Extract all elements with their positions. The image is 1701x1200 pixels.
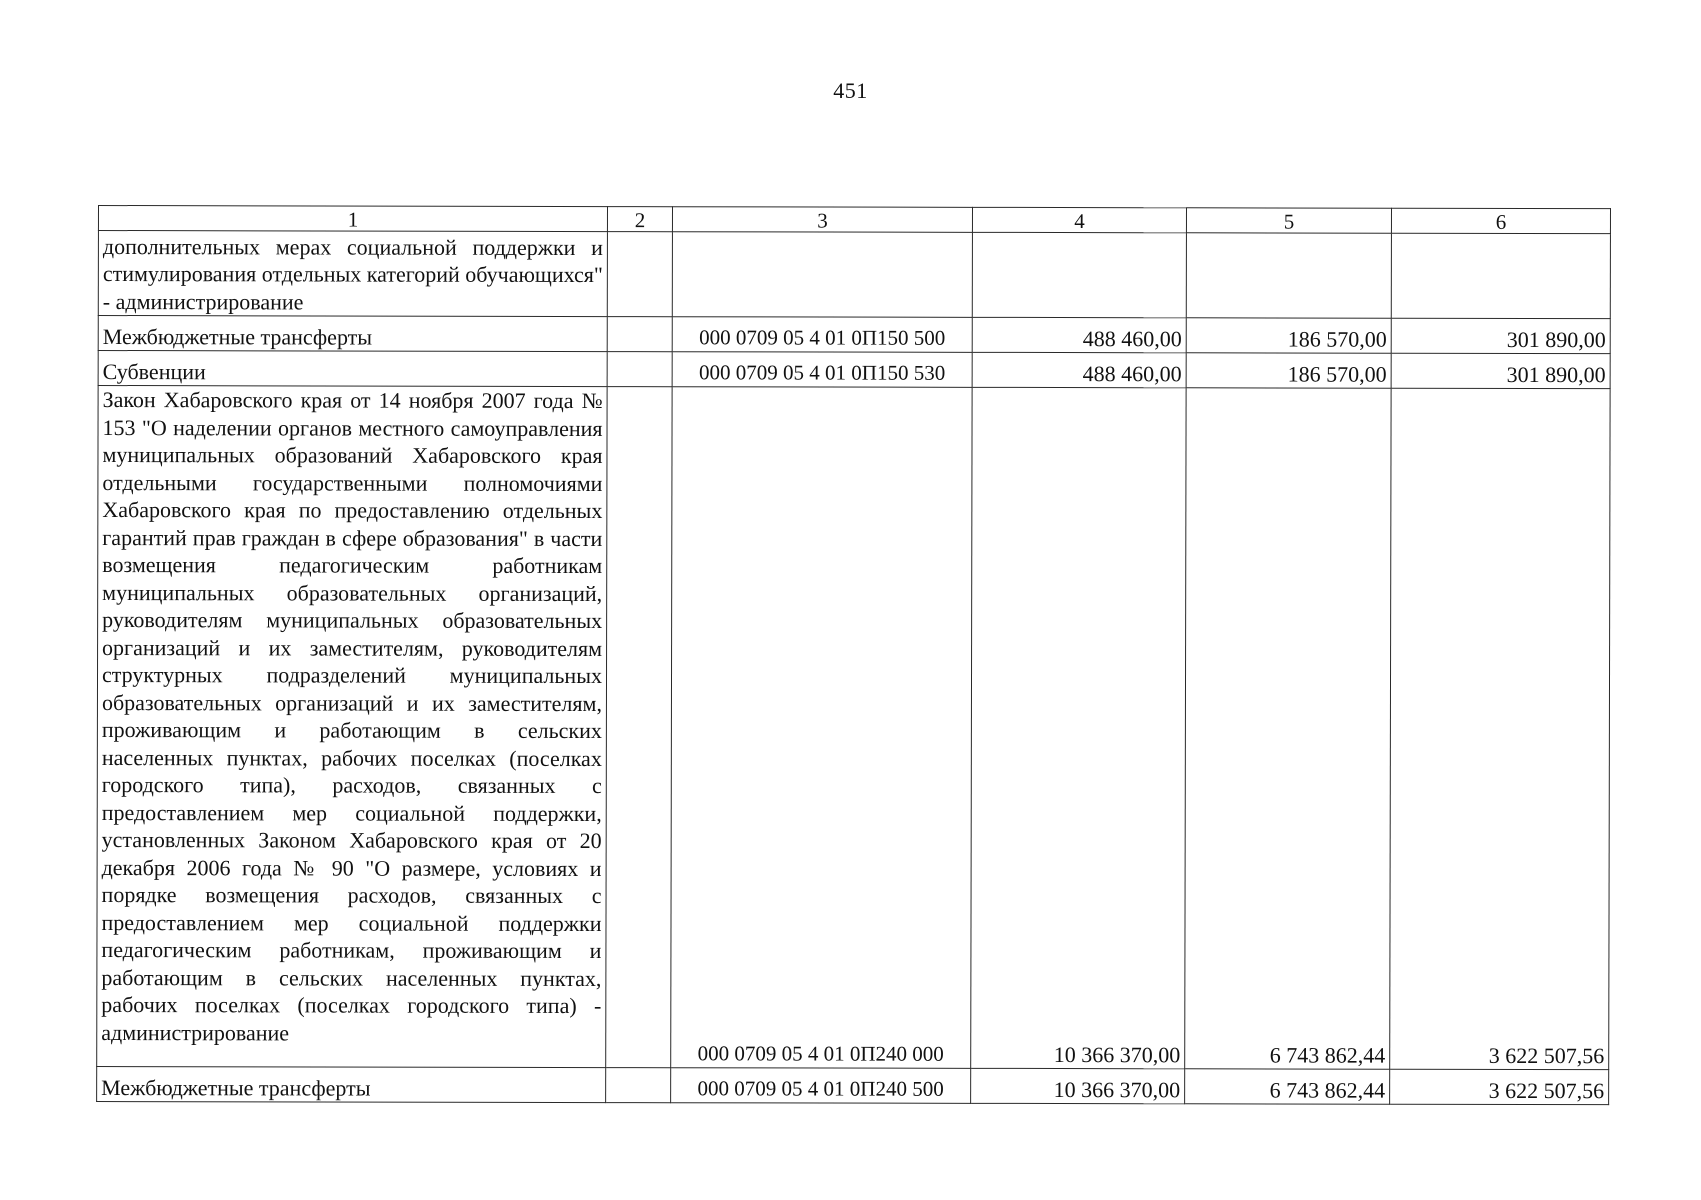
- column-header-2: 2: [607, 207, 672, 232]
- row-description: Межбюджетные трансферты: [98, 316, 607, 352]
- table-row: [98, 316, 1610, 354]
- row-code: [672, 232, 972, 318]
- row-amount-total: [972, 232, 1186, 317]
- row-col2: [606, 1068, 671, 1103]
- row-amount-total: 488 460,00: [972, 352, 1186, 387]
- column-header-6: 6: [1391, 208, 1610, 233]
- row-amount-6: 3 622 507,56: [1390, 388, 1610, 1069]
- row-code: 000 0709 05 4 01 0П240 000: [671, 387, 972, 1069]
- row-amount-total: 10 366 370,00: [971, 1068, 1185, 1103]
- row-amount-6: 301 890,00: [1391, 318, 1610, 353]
- column-header-3: 3: [672, 207, 972, 233]
- table-row: [97, 386, 1610, 1070]
- row-amount-6: [1391, 233, 1610, 318]
- row-amount-total: 488 460,00: [972, 317, 1186, 352]
- column-header-1: 1: [98, 206, 607, 232]
- row-col2: [607, 232, 672, 317]
- row-amount-6: 301 890,00: [1391, 353, 1610, 388]
- table-header: [98, 206, 1610, 234]
- table-body: [97, 231, 1611, 1105]
- row-col2: [606, 387, 672, 1068]
- row-amount-5: 6 743 862,44: [1185, 388, 1391, 1069]
- column-header-5: 5: [1186, 208, 1391, 233]
- row-col2: [607, 352, 672, 387]
- row-amount-5: 6 743 862,44: [1185, 1069, 1390, 1104]
- table-row: [98, 351, 1610, 389]
- row-col2: [607, 317, 672, 352]
- row-amount-5: 186 570,00: [1186, 353, 1391, 388]
- row-amount-total: 10 366 370,00: [971, 387, 1186, 1068]
- table-row: [98, 231, 1610, 319]
- header-row: [98, 206, 1610, 234]
- row-amount-6: 3 622 507,56: [1390, 1069, 1609, 1104]
- row-description: Субвенции: [98, 351, 607, 387]
- row-description: Закон Хабаровского края от 14 ноября 2007 года № 153 "О наделении органов местного самоуправления муниципальных образований Хабаровского края отдельными государственными полномочиями Хабаровского края по предоставлению отдельных гарантий прав граждан в сфере образования" в части возмещения педагогическим работникам муниципальных образовательных организаций, руководителям муниципальных образовательных организаций и их заместителям, руководителям структурных подразделений муниципальных образовательных организаций и их заместителям, проживающим и работающим в сельских населенных пунктах, рабочих поселках (поселках городского типа), расходов, связанных с предоставлением мер социальной поддержки, установленных Законом Хабаровского края от 20 декабря 2006 года № 90 "О размере, условиях и порядке возмещения расходов, связанных с предоставлением мер социальной поддержки педагогическим работникам, проживающим и работающим в сельских населенных пунктах, рабочих поселках (поселках городского типа) - администрирование: [97, 386, 607, 1068]
- row-description: [98, 231, 607, 317]
- row-code: 000 0709 05 4 01 0П150 530: [672, 352, 972, 388]
- column-header-4: 4: [972, 207, 1186, 232]
- table-row: [97, 1066, 1609, 1104]
- row-code: 000 0709 05 4 01 0П150 500: [672, 317, 972, 353]
- page-number: 451: [833, 78, 868, 103]
- row-description: Межбюджетные трансферты: [97, 1066, 606, 1102]
- row-description-text: дополнительных мерах социальной поддержки и стимулирования отдельных категорий обучающихся" - администрирование: [102, 233, 603, 314]
- row-code: 000 0709 05 4 01 0П240 500: [671, 1068, 971, 1104]
- row-amount-5: [1186, 233, 1391, 318]
- row-amount-5: 186 570,00: [1186, 318, 1391, 353]
- budget-table: [96, 205, 1611, 1105]
